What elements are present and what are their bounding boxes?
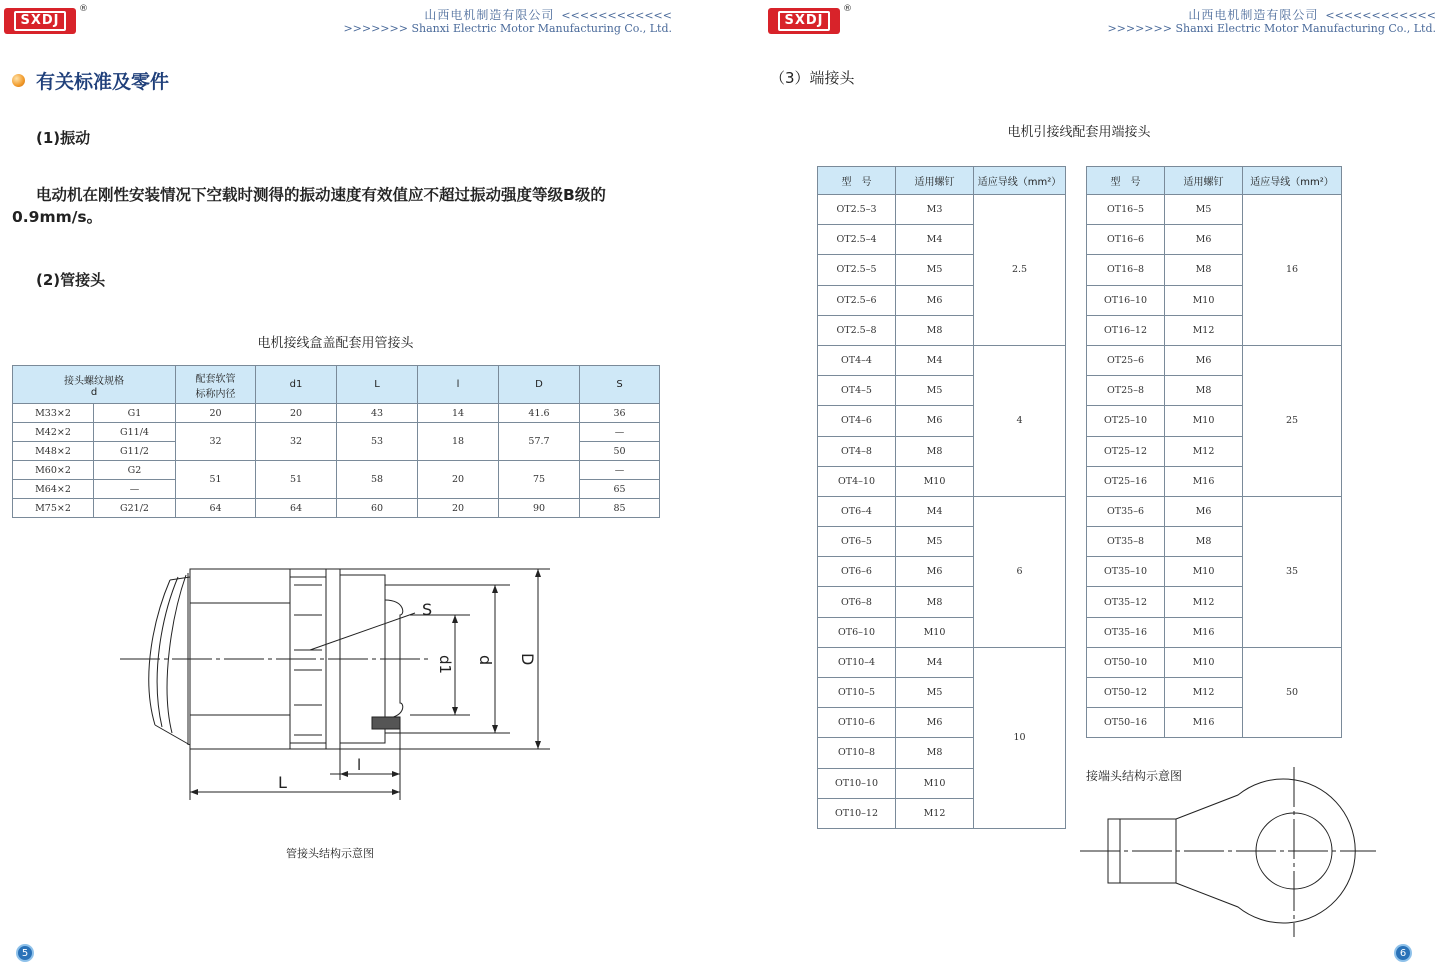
cell-wire: 6 [974,496,1066,647]
cell-screw: M12 [1165,315,1243,345]
cell-screw: M5 [896,678,974,708]
company-name-en: Shanxi Electric Motor Manufacturing Co., Ltd. [1175,22,1436,35]
cell-wire: 25 [1243,345,1342,496]
cell-model: OT50–16 [1087,708,1165,738]
cell-screw: M12 [1165,678,1243,708]
cell-model: OT10–5 [818,678,896,708]
cell-screw: M8 [1165,255,1243,285]
label-L: L [278,773,287,792]
company-logo [4,4,88,34]
company-header [1107,9,1436,35]
header-screw: 适用螺钉 [896,167,974,195]
label-S: S [422,600,433,619]
company-en-arrows: >>>>>>> [1107,22,1172,35]
pipe-joint-table [12,365,660,518]
table-row [818,647,1066,677]
cell-model: OT50–10 [1087,647,1165,677]
cell-model: OT10–8 [818,738,896,768]
ring-terminal-drawing [1078,765,1378,940]
cell-model: OT10–6 [818,708,896,738]
cell-model: OT2.5–8 [818,315,896,345]
cell-screw: M10 [1165,285,1243,315]
header-wire: 适应导线（mm²） [1243,167,1342,195]
registered-mark: ® [843,4,852,14]
terminal-heading: （3）端接头 [770,69,855,87]
cell-screw: M16 [1165,466,1243,496]
cell-screw: M10 [896,768,974,798]
cell-screw: M12 [1165,587,1243,617]
label-l: l [357,756,362,774]
table-row [818,496,1066,526]
cell-model: OT6–4 [818,496,896,526]
cell-model: OT35–8 [1087,527,1165,557]
cell-model: OT4–10 [818,466,896,496]
terminal-table-left [817,166,1066,829]
cell-screw: M6 [896,708,974,738]
cell-model: OT2.5–4 [818,225,896,255]
header-L: L [337,366,418,404]
section-title: 有关标准及零件 [36,71,170,93]
cell-model: OT6–5 [818,527,896,557]
label-D: D [518,653,537,666]
company-logo [768,4,852,34]
header-thread-spec: 接头螺纹规格 d [13,366,176,404]
table-row: M64×2 — 65 [13,480,660,499]
label-d1: d1 [436,655,454,675]
cell-screw: M3 [896,195,974,225]
cell-model: OT25–6 [1087,345,1165,375]
cell-model: OT4–8 [818,436,896,466]
cell-model: OT4–5 [818,376,896,406]
cell-screw: M10 [896,466,974,496]
cell-screw: M6 [896,406,974,436]
cell-model: OT6–8 [818,587,896,617]
header-screw: 适用螺钉 [1165,167,1243,195]
cell-model: OT35–12 [1087,587,1165,617]
cell-screw: M8 [896,436,974,466]
cell-screw: M8 [896,315,974,345]
cell-model: OT10–10 [818,768,896,798]
cell-screw: M6 [896,557,974,587]
pipe-figure-caption: 管接头结构示意图 [286,847,374,860]
cell-screw: M5 [896,255,974,285]
cell-model: OT4–6 [818,406,896,436]
cell-model: OT10–4 [818,647,896,677]
table-row [1087,647,1342,677]
cell-screw: M8 [896,587,974,617]
table-row [818,345,1066,375]
company-cn-arrows: <<<<<<<<<<<< [561,9,672,22]
header-model: 型 号 [1087,167,1165,195]
cell-screw: M6 [1165,225,1243,255]
cell-model: OT6–10 [818,617,896,647]
cell-model: OT25–12 [1087,436,1165,466]
cell-model: OT50–12 [1087,678,1165,708]
company-name-cn: 山西电机制造有限公司 [424,8,555,22]
cell-model: OT25–8 [1087,376,1165,406]
right-page [720,0,1440,972]
cell-screw: M12 [896,798,974,828]
cell-model: OT6–6 [818,557,896,587]
header-l: l [418,366,499,404]
cell-model: OT25–10 [1087,406,1165,436]
cell-screw: M10 [1165,557,1243,587]
label-d: d [476,655,495,666]
cell-screw: M10 [1165,647,1243,677]
header-d1: d1 [256,366,337,404]
cell-screw: M10 [896,617,974,647]
cell-model: OT35–10 [1087,557,1165,587]
cell-screw: M12 [1165,436,1243,466]
cell-model: OT2.5–3 [818,195,896,225]
table-row: M48×2 G11/2 50 [13,442,660,461]
pipe-joint-drawing [110,555,560,805]
cell-screw: M4 [896,225,974,255]
table-row [1087,345,1342,375]
cell-screw: M8 [896,738,974,768]
table-row: M75×2 G21/2 64 64 60 20 90 85 [13,499,660,518]
table-row: M33×2 G1 20 20 43 14 41.6 36 [13,404,660,423]
cell-screw: M16 [1165,617,1243,647]
terminal-figure-caption: 接端头结构示意图 [1086,769,1183,783]
vibration-paragraph: 电动机在刚性安装情况下空载时测得的振动速度有效值应不超过振动强度等级B级的0.9mm/s。 [12,186,606,226]
vibration-heading: (1)振动 [36,129,91,147]
cell-wire: 2.5 [974,195,1066,346]
page-number: 5 [16,944,34,962]
cell-model: OT10–12 [818,798,896,828]
cell-model: OT2.5–6 [818,285,896,315]
cell-wire: 50 [1243,647,1342,738]
pipe-table-caption: 电机接线盒盖配套用管接头 [257,336,414,351]
cell-screw: M6 [1165,496,1243,526]
cell-model: OT25–16 [1087,466,1165,496]
cell-screw: M6 [1165,345,1243,375]
table-row: M60×2 G2 51 51 58 20 75 — [13,461,660,480]
registered-mark: ® [79,4,88,14]
logo-text: SXDJ [14,11,65,31]
header-S: S [580,366,660,404]
cell-screw: M4 [896,345,974,375]
header-model: 型 号 [818,167,896,195]
cell-model: OT35–6 [1087,496,1165,526]
cell-model: OT16–5 [1087,195,1165,225]
cell-screw: M4 [896,496,974,526]
cell-screw: M16 [1165,708,1243,738]
cell-model: OT16–10 [1087,285,1165,315]
company-name-cn: 山西电机制造有限公司 [1188,8,1319,22]
cell-screw: M4 [896,647,974,677]
cell-model: OT4–4 [818,345,896,375]
cell-wire: 10 [974,647,1066,828]
terminal-table-caption: 电机引接线配套用端接头 [1007,125,1151,140]
cell-wire: 4 [974,345,1066,496]
company-header [343,9,672,35]
logo-text: SXDJ [778,11,829,31]
header-D: D [499,366,580,404]
table-row: M42×2 G11/4 32 32 53 18 57.7 — [13,423,660,442]
cell-wire: 16 [1243,195,1342,346]
cell-screw: M10 [1165,406,1243,436]
cell-model: OT2.5–5 [818,255,896,285]
pipe-joint-heading: (2)管接头 [36,271,106,289]
company-en-arrows: >>>>>>> [343,22,408,35]
cell-screw: M5 [896,376,974,406]
cell-screw: M5 [896,527,974,557]
cell-model: OT16–8 [1087,255,1165,285]
table-row [818,195,1066,225]
cell-screw: M8 [1165,527,1243,557]
terminal-table-right [1086,166,1342,738]
cell-model: OT16–12 [1087,315,1165,345]
header-hose-diameter: 配套软管 标称内径 [176,366,256,404]
bullet-dot-icon [12,74,25,87]
cell-screw: M6 [896,285,974,315]
cell-screw: M8 [1165,376,1243,406]
cell-screw: M5 [1165,195,1243,225]
company-cn-arrows: <<<<<<<<<<<< [1325,9,1436,22]
table-row [1087,496,1342,526]
cell-model: OT16–6 [1087,225,1165,255]
page-number: 6 [1394,944,1412,962]
cell-wire: 35 [1243,496,1342,647]
company-name-en: Shanxi Electric Motor Manufacturing Co., Ltd. [411,22,672,35]
cell-model: OT35–16 [1087,617,1165,647]
table-row [1087,195,1342,225]
header-wire: 适应导线（mm²） [974,167,1066,195]
